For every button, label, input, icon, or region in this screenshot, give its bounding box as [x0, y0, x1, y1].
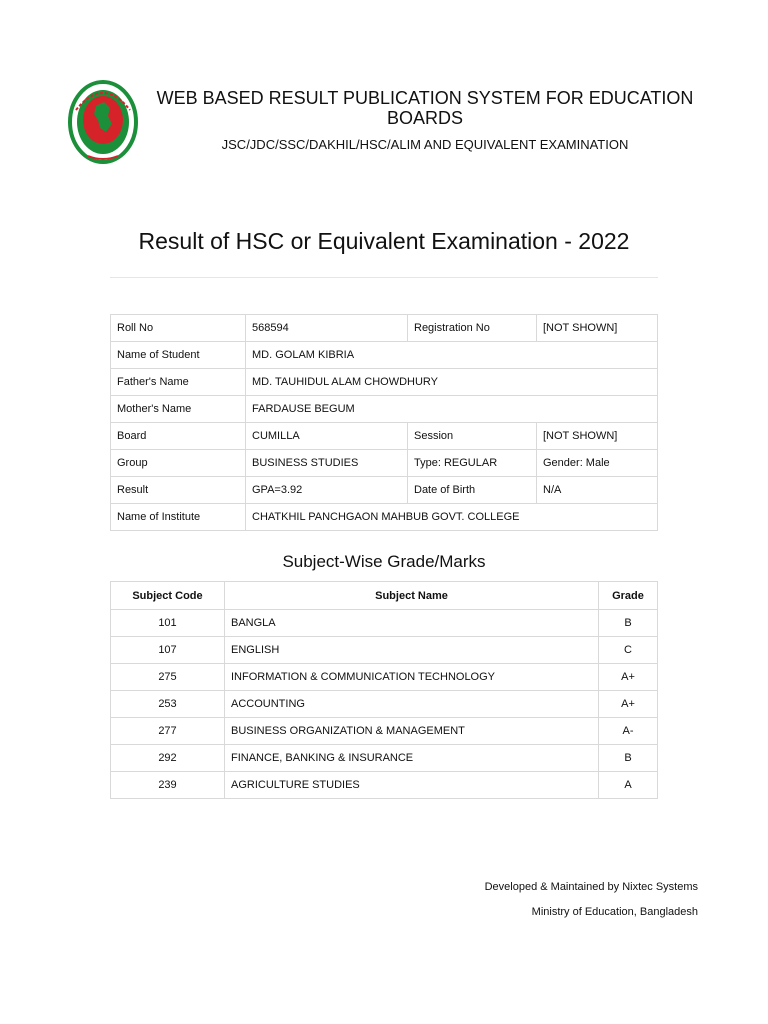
divider: [110, 277, 658, 278]
subject-grade: B: [599, 610, 658, 637]
mother-name-value: FARDAUSE BEGUM: [246, 396, 658, 423]
session-value: [NOT SHOWN]: [537, 423, 658, 450]
footer-developer: Developed & Maintained by Nixtec Systems: [484, 881, 698, 893]
subject-grade: A: [599, 772, 658, 799]
site-subtitle: JSC/JDC/SSC/DAKHIL/HSC/ALIM AND EQUIVALENT EXAMINATION: [221, 137, 629, 152]
result-label: Result: [111, 477, 246, 504]
institute-label: Name of Institute: [111, 504, 246, 531]
board-value: CUMILLA: [246, 423, 408, 450]
bangladesh-govt-seal-icon: [68, 80, 138, 164]
subject-name: ACCOUNTING: [225, 691, 599, 718]
registration-label: Registration No: [408, 315, 537, 342]
grades-section-title: Subject-Wise Grade/Marks: [282, 552, 486, 571]
site-title: WEB BASED RESULT PUBLICATION SYSTEM FOR EDUCATION BOARDS: [156, 88, 694, 128]
gender-value: Gender: Male: [537, 450, 658, 477]
subject-name: INFORMATION & COMMUNICATION TECHNOLOGY: [225, 664, 599, 691]
grade-header: Grade: [599, 582, 658, 610]
table-row: [111, 691, 658, 718]
result-value: GPA=3.92: [246, 477, 408, 504]
table-row: [111, 369, 658, 396]
registration-value: [NOT SHOWN]: [537, 315, 658, 342]
subject-code: 277: [111, 718, 225, 745]
table-row: [111, 396, 658, 423]
table-row: [111, 477, 658, 504]
group-label: Group: [111, 450, 246, 477]
mother-name-label: Mother's Name: [111, 396, 246, 423]
subject-name: AGRICULTURE STUDIES: [225, 772, 599, 799]
table-row: [111, 610, 658, 637]
table-header-row: [111, 582, 658, 610]
table-row: [111, 637, 658, 664]
subject-code: 101: [111, 610, 225, 637]
dob-label: Date of Birth: [408, 477, 537, 504]
table-row: [111, 718, 658, 745]
student-name-value: MD. GOLAM KIBRIA: [246, 342, 658, 369]
subject-grade: A-: [599, 718, 658, 745]
table-row: [111, 315, 658, 342]
subject-grade: B: [599, 745, 658, 772]
roll-value: 568594: [246, 315, 408, 342]
subject-code: 107: [111, 637, 225, 664]
table-row: [111, 450, 658, 477]
table-row: [111, 342, 658, 369]
subject-name: BUSINESS ORGANIZATION & MANAGEMENT: [225, 718, 599, 745]
board-label: Board: [111, 423, 246, 450]
table-row: [111, 772, 658, 799]
subject-code: 292: [111, 745, 225, 772]
subject-code-header: Subject Code: [111, 582, 225, 610]
subject-grade: A+: [599, 691, 658, 718]
table-row: [111, 504, 658, 531]
table-row: [111, 423, 658, 450]
page-title: Result of HSC or Equivalent Examination - 2022: [138, 228, 630, 254]
subject-code: 239: [111, 772, 225, 799]
table-row: [111, 745, 658, 772]
type-value: Type: REGULAR: [408, 450, 537, 477]
father-name-value: MD. TAUHIDUL ALAM CHOWDHURY: [246, 369, 658, 396]
session-label: Session: [408, 423, 537, 450]
grades-table: [110, 581, 658, 799]
page-header: [0, 0, 768, 170]
student-info-table: [110, 314, 658, 531]
roll-label: Roll No: [111, 315, 246, 342]
subject-name: BANGLA: [225, 610, 599, 637]
subject-grade: C: [599, 637, 658, 664]
dob-value: N/A: [537, 477, 658, 504]
table-row: [111, 664, 658, 691]
group-value: BUSINESS STUDIES: [246, 450, 408, 477]
subject-code: 253: [111, 691, 225, 718]
subject-grade: A+: [599, 664, 658, 691]
student-name-label: Name of Student: [111, 342, 246, 369]
subject-name: ENGLISH: [225, 637, 599, 664]
father-name-label: Father's Name: [111, 369, 246, 396]
institute-value: CHATKHIL PANCHGAON MAHBUB GOVT. COLLEGE: [246, 504, 658, 531]
footer-ministry: Ministry of Education, Bangladesh: [531, 906, 698, 918]
subject-code: 275: [111, 664, 225, 691]
subject-name: FINANCE, BANKING & INSURANCE: [225, 745, 599, 772]
subject-name-header: Subject Name: [225, 582, 599, 610]
